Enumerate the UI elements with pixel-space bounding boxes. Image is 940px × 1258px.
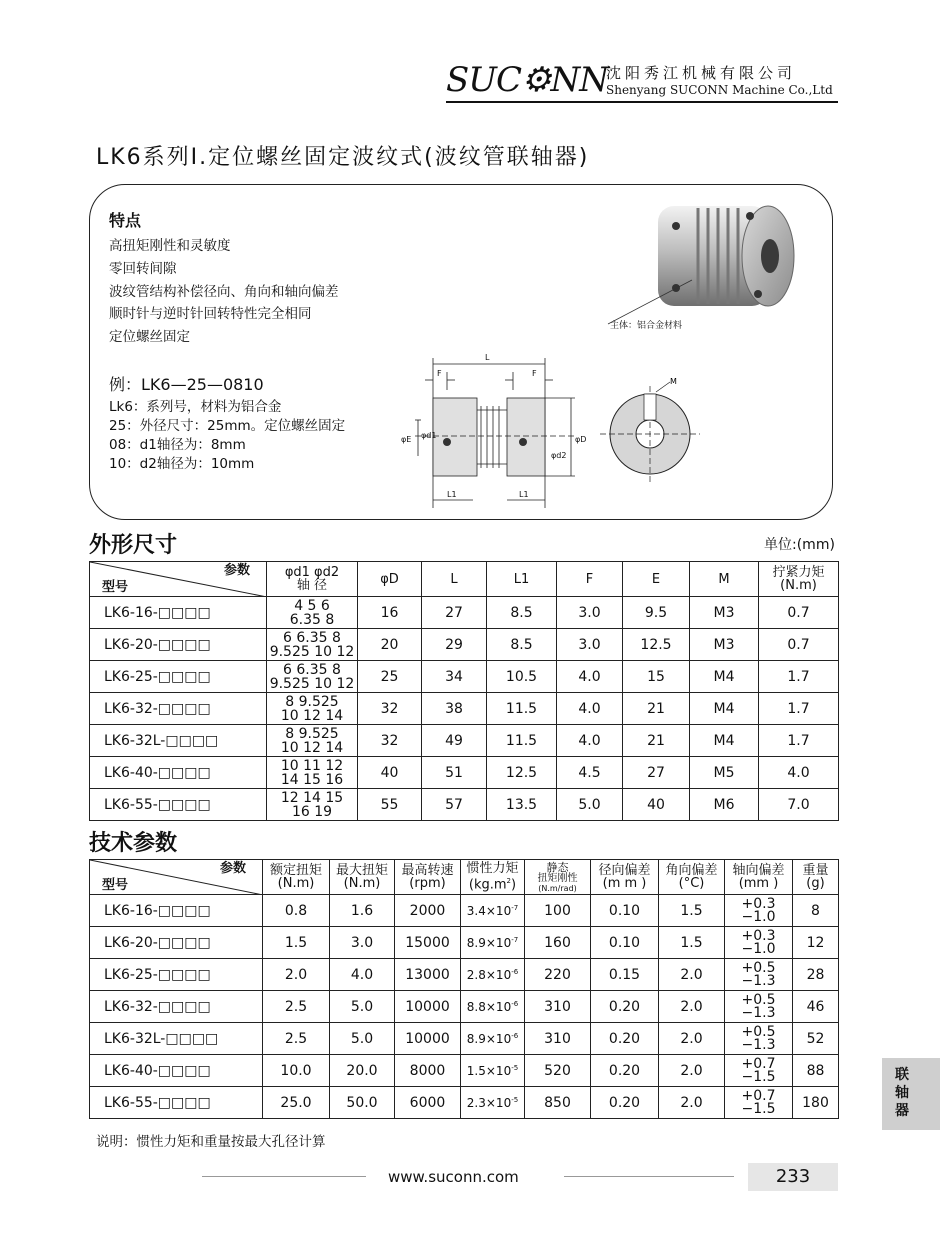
label-d1: φd1 bbox=[421, 431, 437, 440]
weight-cell: 46 bbox=[793, 991, 839, 1023]
table-row bbox=[90, 927, 839, 959]
header-inertia bbox=[461, 860, 525, 895]
L1-cell: 8.5 bbox=[487, 597, 557, 629]
D-cell: 40 bbox=[358, 757, 422, 789]
brand-logo bbox=[446, 60, 606, 100]
dimensions-title: 外形尺寸 bbox=[89, 533, 178, 558]
F-cell: 3.0 bbox=[557, 629, 623, 661]
axial-minus: −1.3 bbox=[741, 1036, 776, 1053]
D-cell: 20 bbox=[358, 629, 422, 661]
L-cell: 57 bbox=[422, 789, 487, 821]
L-cell: 27 bbox=[422, 597, 487, 629]
company-name-cn: 沈阳秀江机械有限公司 bbox=[606, 64, 797, 82]
header-rated-torque bbox=[263, 860, 330, 895]
footnote: 说明：惯性力矩和重量按最大孔径计算 bbox=[96, 1134, 326, 1150]
side-tab-char: 联 bbox=[895, 1067, 909, 1083]
axial-cell bbox=[725, 1023, 793, 1055]
bore-line: 10 12 14 bbox=[280, 707, 344, 724]
axial-cell bbox=[725, 1087, 793, 1119]
axial-cell bbox=[725, 959, 793, 991]
E-cell: 27 bbox=[623, 757, 690, 789]
bore-line: 16 19 bbox=[291, 803, 333, 820]
angular-cell: 1.5 bbox=[659, 895, 725, 927]
L-cell: 34 bbox=[422, 661, 487, 693]
model-cell: LK6-25-□□□□ bbox=[90, 959, 263, 991]
bore-line: 6.35 8 bbox=[289, 611, 335, 628]
header-line: (N.m) bbox=[277, 876, 315, 891]
rated-cell: 2.5 bbox=[263, 1023, 330, 1055]
footer-divider-right bbox=[564, 1176, 734, 1177]
header-stiffness bbox=[525, 860, 591, 895]
axial-plus: +0.7 bbox=[741, 1087, 776, 1104]
L-cell: 38 bbox=[422, 693, 487, 725]
label-M: M bbox=[670, 377, 677, 386]
header-M: M bbox=[690, 562, 759, 597]
header-param: 参数 bbox=[219, 861, 246, 876]
inertia-mantissa: 8.9×10 bbox=[466, 935, 512, 950]
bore-cell bbox=[267, 789, 358, 821]
inertia-cell bbox=[461, 1087, 525, 1119]
bore-line: 6 6.35 8 bbox=[283, 629, 341, 646]
table-header-row bbox=[90, 860, 839, 895]
header-rule bbox=[446, 101, 838, 103]
inertia-unit: (kg.m bbox=[468, 877, 507, 893]
radial-cell: 0.10 bbox=[591, 895, 659, 927]
axial-plus: +0.7 bbox=[741, 1055, 776, 1072]
radial-cell: 0.20 bbox=[591, 1087, 659, 1119]
label-L1-left: L1 bbox=[447, 490, 457, 499]
table-row bbox=[90, 789, 839, 821]
model-cell: LK6-20-□□□□ bbox=[90, 629, 267, 661]
header-axial bbox=[725, 860, 793, 895]
model-cell: LK6-32L-□□□□ bbox=[90, 725, 267, 757]
label-E: φE bbox=[401, 435, 412, 444]
model-cell: LK6-32-□□□□ bbox=[90, 991, 263, 1023]
label-D: φD bbox=[575, 435, 587, 444]
radial-cell: 0.20 bbox=[591, 1023, 659, 1055]
header-line: 惯性力矩 bbox=[466, 861, 519, 877]
header-line: (°C) bbox=[678, 876, 705, 891]
bore-line: 9.525 10 12 bbox=[269, 675, 355, 692]
weight-cell: 28 bbox=[793, 959, 839, 991]
header-bore-line1: φd1 φd2 bbox=[284, 565, 340, 580]
axial-minus: −1.5 bbox=[741, 1068, 776, 1085]
header-line: (g) bbox=[806, 876, 825, 891]
M-cell: M3 bbox=[690, 629, 759, 661]
footer-url[interactable]: www.suconn.com bbox=[388, 1168, 519, 1186]
bore-line: 10 12 14 bbox=[280, 739, 344, 756]
header-line: (rpm) bbox=[409, 876, 446, 891]
bore-line: 4 5 6 bbox=[294, 597, 330, 614]
table-row bbox=[90, 693, 839, 725]
weight-cell: 180 bbox=[793, 1087, 839, 1119]
inertia-cell bbox=[461, 1055, 525, 1087]
L1-cell: 12.5 bbox=[487, 757, 557, 789]
F-cell: 5.0 bbox=[557, 789, 623, 821]
table-row bbox=[90, 1055, 839, 1087]
rated-cell: 25.0 bbox=[263, 1087, 330, 1119]
bore-line: 14 15 16 bbox=[280, 771, 344, 788]
torque-cell: 1.7 bbox=[759, 693, 839, 725]
axial-minus: −1.0 bbox=[741, 908, 776, 925]
header-L1: L1 bbox=[487, 562, 557, 597]
inertia-mantissa: 3.4×10 bbox=[466, 903, 512, 918]
inertia-cell bbox=[461, 927, 525, 959]
L1-cell: 10.5 bbox=[487, 661, 557, 693]
max-cell: 5.0 bbox=[330, 1023, 395, 1055]
header-bore-line2: 轴 径 bbox=[296, 578, 328, 593]
E-cell: 15 bbox=[623, 661, 690, 693]
speed-cell: 15000 bbox=[395, 927, 461, 959]
header-param: 参数 bbox=[223, 563, 250, 578]
torque-cell: 0.7 bbox=[759, 597, 839, 629]
model-cell: LK6-25-□□□□ bbox=[90, 661, 267, 693]
stiffness-cell: 310 bbox=[525, 1023, 591, 1055]
logo-text: SUC⚙NN bbox=[446, 60, 608, 100]
speed-cell: 13000 bbox=[395, 959, 461, 991]
bore-line: 9.525 10 12 bbox=[269, 643, 355, 660]
stiffness-cell: 220 bbox=[525, 959, 591, 991]
model-cell: LK6-20-□□□□ bbox=[90, 927, 263, 959]
page-title: LK6系列Ⅰ.定位螺丝固定波纹式(波纹管联轴器) bbox=[96, 145, 590, 170]
D-cell: 32 bbox=[358, 725, 422, 757]
stiffness-cell: 310 bbox=[525, 991, 591, 1023]
unit-label: 单位:(mm) bbox=[764, 537, 835, 553]
label-L1-right: L1 bbox=[519, 490, 529, 499]
D-cell: 32 bbox=[358, 693, 422, 725]
bore-line: 8 9.525 bbox=[285, 693, 339, 710]
weight-cell: 88 bbox=[793, 1055, 839, 1087]
axial-plus: +0.5 bbox=[741, 1023, 776, 1040]
radial-cell: 0.10 bbox=[591, 927, 659, 959]
inertia-exponent: -5 bbox=[511, 1095, 519, 1104]
M-cell: M5 bbox=[690, 757, 759, 789]
max-cell: 5.0 bbox=[330, 991, 395, 1023]
end-view-drawing bbox=[600, 372, 700, 484]
M-cell: M6 bbox=[690, 789, 759, 821]
technical-table bbox=[89, 859, 839, 1119]
header-torque-line2: (N.m) bbox=[780, 578, 817, 593]
header-line: 最大扭矩 bbox=[335, 863, 388, 878]
L-cell: 29 bbox=[422, 629, 487, 661]
E-cell: 21 bbox=[623, 693, 690, 725]
feature-item: 顺时针与逆时针回转特性完全相同 bbox=[109, 306, 312, 322]
stiffness-cell: 850 bbox=[525, 1087, 591, 1119]
table-row bbox=[90, 661, 839, 693]
label-F-right: F bbox=[532, 369, 537, 378]
axial-cell bbox=[725, 927, 793, 959]
inertia-mantissa: 2.3×10 bbox=[466, 1095, 512, 1110]
header-line: (m m ) bbox=[602, 876, 647, 891]
side-tab-char: 轴 bbox=[895, 1085, 909, 1101]
axial-cell bbox=[725, 895, 793, 927]
M-cell: M4 bbox=[690, 661, 759, 693]
header-line: 静态 bbox=[546, 860, 569, 874]
table-row bbox=[90, 597, 839, 629]
speed-cell: 10000 bbox=[395, 991, 461, 1023]
speed-cell: 10000 bbox=[395, 1023, 461, 1055]
bore-cell bbox=[267, 597, 358, 629]
stiffness-cell: 160 bbox=[525, 927, 591, 959]
model-cell: LK6-40-□□□□ bbox=[90, 757, 267, 789]
inertia-cell bbox=[461, 1023, 525, 1055]
model-cell: LK6-55-□□□□ bbox=[90, 789, 267, 821]
weight-cell: 8 bbox=[793, 895, 839, 927]
header-max-torque bbox=[330, 860, 395, 895]
max-cell: 1.6 bbox=[330, 895, 395, 927]
inertia-mantissa: 2.8×10 bbox=[466, 967, 512, 982]
M-cell: M3 bbox=[690, 597, 759, 629]
header-torque-line1: 拧紧力矩 bbox=[772, 565, 825, 580]
axial-cell bbox=[725, 991, 793, 1023]
rated-cell: 1.5 bbox=[263, 927, 330, 959]
header-line: 轴向偏差 bbox=[732, 863, 785, 878]
header-radial bbox=[591, 860, 659, 895]
header-line bbox=[461, 875, 524, 891]
header-model: 型号 bbox=[102, 580, 129, 595]
F-cell: 4.0 bbox=[557, 693, 623, 725]
axial-minus: −1.3 bbox=[741, 972, 776, 989]
footer-divider-left bbox=[202, 1176, 366, 1177]
feature-item: 波纹管结构补偿径向、角向和轴向偏差 bbox=[109, 284, 339, 300]
angular-cell: 2.0 bbox=[659, 1087, 725, 1119]
header-bore bbox=[267, 562, 358, 597]
header-angular bbox=[659, 860, 725, 895]
example-line: Lk6：系列号，材料为铝合金 bbox=[109, 399, 282, 415]
inertia-unit-close: ) bbox=[511, 877, 517, 893]
angular-cell: 2.0 bbox=[659, 1055, 725, 1087]
label-L: L bbox=[485, 353, 490, 362]
inertia-mantissa: 1.5×10 bbox=[466, 1063, 512, 1078]
bore-cell bbox=[267, 725, 358, 757]
F-cell: 4.5 bbox=[557, 757, 623, 789]
torque-cell: 1.7 bbox=[759, 725, 839, 757]
table-row bbox=[90, 1087, 839, 1119]
technical-title: 技术参数 bbox=[89, 831, 178, 856]
header-param-model bbox=[90, 860, 263, 895]
company-name-en: Shenyang SUCONN Machine Co.,Ltd bbox=[606, 83, 833, 97]
D-cell: 16 bbox=[358, 597, 422, 629]
model-cell: LK6-16-□□□□ bbox=[90, 597, 267, 629]
max-cell: 3.0 bbox=[330, 927, 395, 959]
axial-minus: −1.5 bbox=[741, 1100, 776, 1117]
angular-cell: 2.0 bbox=[659, 959, 725, 991]
header-line: 最高转速 bbox=[401, 863, 454, 878]
inertia-exponent: -6 bbox=[511, 967, 519, 976]
weight-cell: 12 bbox=[793, 927, 839, 959]
F-cell: 4.0 bbox=[557, 661, 623, 693]
stiffness-cell: 100 bbox=[525, 895, 591, 927]
bore-cell bbox=[267, 629, 358, 661]
table-row bbox=[90, 1023, 839, 1055]
axial-minus: −1.3 bbox=[741, 1004, 776, 1021]
inertia-mantissa: 8.9×10 bbox=[466, 1031, 512, 1046]
inertia-cell bbox=[461, 895, 525, 927]
model-cell: LK6-32L-□□□□ bbox=[90, 1023, 263, 1055]
inertia-exponent: -5 bbox=[511, 1063, 519, 1072]
radial-cell: 0.20 bbox=[591, 991, 659, 1023]
bore-cell bbox=[267, 757, 358, 789]
M-cell: M4 bbox=[690, 725, 759, 757]
inertia-mantissa: 8.8×10 bbox=[466, 999, 512, 1014]
L1-cell: 13.5 bbox=[487, 789, 557, 821]
example-line: 10：d2轴径为：10mm bbox=[109, 456, 255, 472]
table-row bbox=[90, 757, 839, 789]
angular-cell: 1.5 bbox=[659, 927, 725, 959]
table-row bbox=[90, 991, 839, 1023]
D-cell: 25 bbox=[358, 661, 422, 693]
stiffness-cell: 520 bbox=[525, 1055, 591, 1087]
dimensions-table bbox=[89, 561, 839, 821]
rated-cell: 2.0 bbox=[263, 959, 330, 991]
inertia-cell bbox=[461, 959, 525, 991]
header-model: 型号 bbox=[102, 878, 129, 893]
feature-item: 零回转间隙 bbox=[109, 261, 177, 277]
bore-cell bbox=[267, 661, 358, 693]
torque-cell: 1.7 bbox=[759, 661, 839, 693]
inertia-exponent: -7 bbox=[511, 903, 519, 912]
side-view-drawing bbox=[395, 350, 595, 512]
inertia-exponent: -6 bbox=[511, 999, 519, 1008]
header-line: (N.m/rad) bbox=[538, 883, 577, 893]
bore-line: 10 11 12 bbox=[280, 757, 344, 774]
axial-plus: +0.3 bbox=[741, 927, 776, 944]
angular-cell: 2.0 bbox=[659, 991, 725, 1023]
label-F-left: F bbox=[437, 369, 442, 378]
header-torque bbox=[759, 562, 839, 597]
header-D: φD bbox=[358, 562, 422, 597]
bore-line: 8 9.525 bbox=[285, 725, 339, 742]
M-cell: M4 bbox=[690, 693, 759, 725]
side-tab-char: 器 bbox=[895, 1103, 909, 1119]
product-photo bbox=[600, 196, 810, 326]
table-row bbox=[90, 895, 839, 927]
weight-cell: 52 bbox=[793, 1023, 839, 1055]
L1-cell: 11.5 bbox=[487, 693, 557, 725]
speed-cell: 6000 bbox=[395, 1087, 461, 1119]
label-d2: φd2 bbox=[551, 451, 567, 460]
L1-cell: 8.5 bbox=[487, 629, 557, 661]
E-cell: 9.5 bbox=[623, 597, 690, 629]
L-cell: 49 bbox=[422, 725, 487, 757]
material-note: 主体：铝合金材料 bbox=[610, 321, 683, 331]
axial-cell bbox=[725, 1055, 793, 1087]
page-number: 233 bbox=[775, 1166, 811, 1187]
rated-cell: 0.8 bbox=[263, 895, 330, 927]
inertia-exponent: -6 bbox=[511, 1031, 519, 1040]
header-line: (mm ) bbox=[738, 876, 779, 891]
inertia-cell bbox=[461, 991, 525, 1023]
angular-cell: 2.0 bbox=[659, 1023, 725, 1055]
header-line: 角向偏差 bbox=[665, 863, 718, 878]
header-line: 径向偏差 bbox=[598, 863, 651, 878]
speed-cell: 2000 bbox=[395, 895, 461, 927]
axial-plus: +0.3 bbox=[741, 895, 776, 912]
table-row bbox=[90, 629, 839, 661]
table-header-row bbox=[90, 562, 839, 597]
model-cell: LK6-55-□□□□ bbox=[90, 1087, 263, 1119]
E-cell: 40 bbox=[623, 789, 690, 821]
header-line: (N.m) bbox=[343, 876, 381, 891]
features-heading: 特点 bbox=[109, 211, 142, 230]
L1-cell: 11.5 bbox=[487, 725, 557, 757]
F-cell: 3.0 bbox=[557, 597, 623, 629]
header-line: 重量 bbox=[802, 863, 829, 878]
torque-cell: 4.0 bbox=[759, 757, 839, 789]
example-line: 08：d1轴径为：8mm bbox=[109, 437, 246, 453]
axial-minus: −1.0 bbox=[741, 940, 776, 957]
E-cell: 21 bbox=[623, 725, 690, 757]
rated-cell: 10.0 bbox=[263, 1055, 330, 1087]
header-E: E bbox=[623, 562, 690, 597]
torque-cell: 7.0 bbox=[759, 789, 839, 821]
model-cell: LK6-40-□□□□ bbox=[90, 1055, 263, 1087]
header-F: F bbox=[557, 562, 623, 597]
header-max-speed bbox=[395, 860, 461, 895]
max-cell: 50.0 bbox=[330, 1087, 395, 1119]
speed-cell: 8000 bbox=[395, 1055, 461, 1087]
inertia-exponent: -7 bbox=[511, 935, 519, 944]
side-tab-label bbox=[882, 1066, 922, 1120]
table-row bbox=[90, 725, 839, 757]
radial-cell: 0.20 bbox=[591, 1055, 659, 1087]
inertia-unit-exp: 2 bbox=[506, 877, 512, 886]
L-cell: 51 bbox=[422, 757, 487, 789]
example-line: 25：外径尺寸：25mm。定位螺丝固定 bbox=[109, 418, 346, 434]
max-cell: 20.0 bbox=[330, 1055, 395, 1087]
table-row bbox=[90, 959, 839, 991]
radial-cell: 0.15 bbox=[591, 959, 659, 991]
F-cell: 4.0 bbox=[557, 725, 623, 757]
bore-cell bbox=[267, 693, 358, 725]
feature-item: 定位螺丝固定 bbox=[109, 329, 190, 345]
axial-plus: +0.5 bbox=[741, 959, 776, 976]
header-weight bbox=[793, 860, 839, 895]
header-line: 扭矩刚性 bbox=[537, 872, 578, 884]
feature-item: 高扭矩刚性和灵敏度 bbox=[109, 238, 231, 254]
header-line: 额定扭矩 bbox=[269, 863, 322, 878]
model-cell: LK6-32-□□□□ bbox=[90, 693, 267, 725]
axial-plus: +0.5 bbox=[741, 991, 776, 1008]
rated-cell: 2.5 bbox=[263, 991, 330, 1023]
max-cell: 4.0 bbox=[330, 959, 395, 991]
header-L: L bbox=[422, 562, 487, 597]
model-cell: LK6-16-□□□□ bbox=[90, 895, 263, 927]
bore-line: 6 6.35 8 bbox=[283, 661, 341, 678]
torque-cell: 0.7 bbox=[759, 629, 839, 661]
header-param-model bbox=[90, 562, 267, 597]
example-title: 例：LK6—25—0810 bbox=[109, 375, 264, 394]
D-cell: 55 bbox=[358, 789, 422, 821]
bore-line: 12 14 15 bbox=[280, 789, 344, 806]
E-cell: 12.5 bbox=[623, 629, 690, 661]
